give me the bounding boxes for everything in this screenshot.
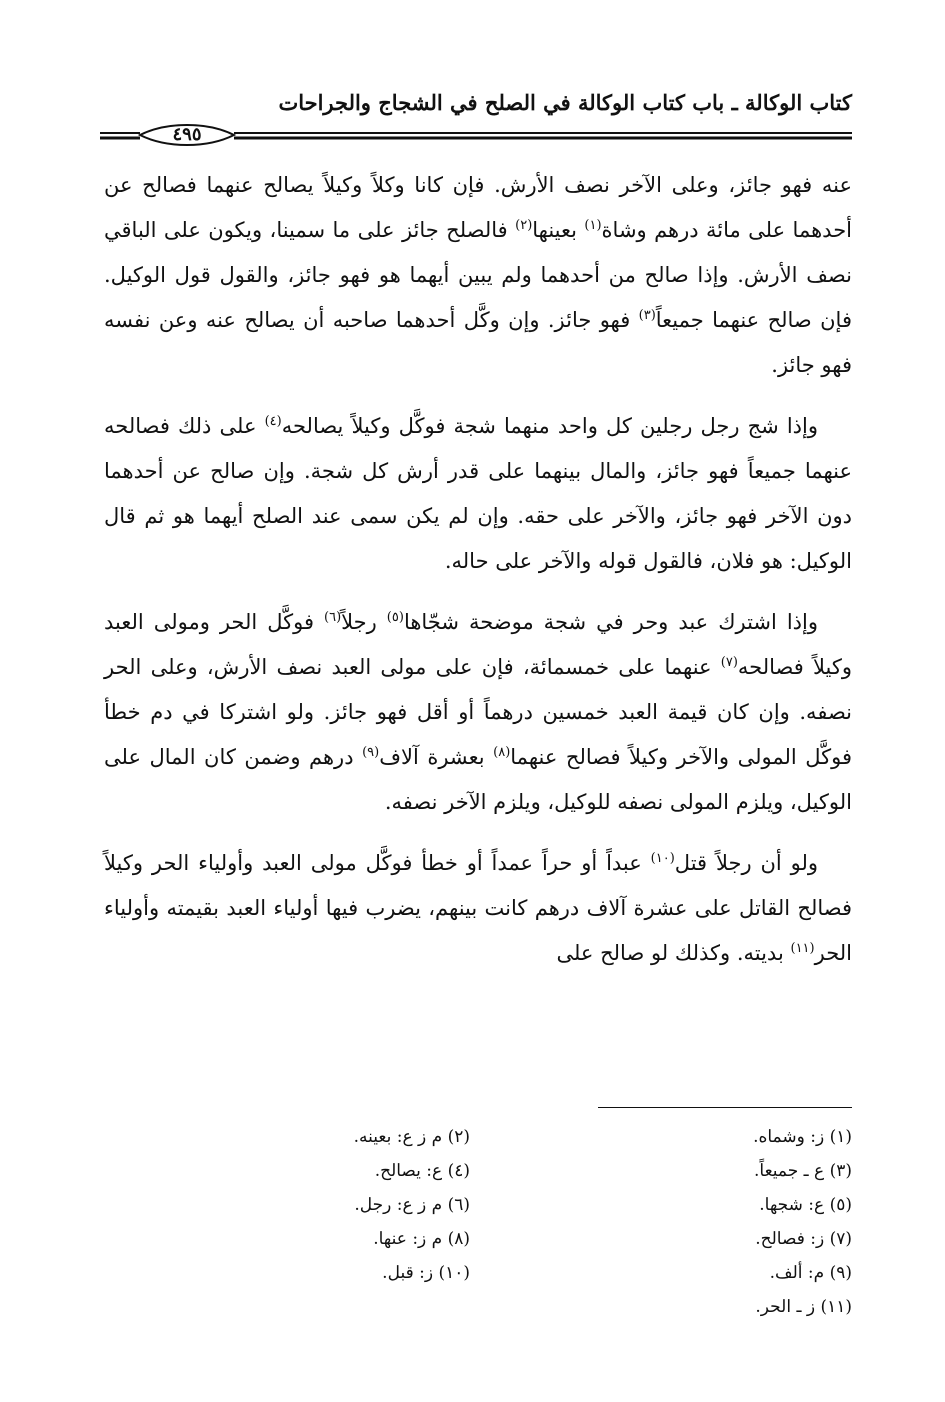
text-segment: فوكَّل الحر ومولى العبد وكيلاً فصالحه (104, 610, 852, 679)
footnote-entry: (١١) ز ـ الحر. (755, 1297, 852, 1317)
footnote-marker: (٥) (386, 610, 404, 625)
footnote-marker: (٤) (264, 414, 282, 429)
text-segment: بديته. وكذلك لو صالح على (556, 941, 791, 965)
footnote-marker: (٨) (493, 745, 511, 760)
footnote-marker: (٣) (638, 308, 656, 323)
footnote-entry: (٦) م ز ع: رجل. (354, 1195, 470, 1215)
text-segment: فهو جائز. وإن وكَّل أحدهما صاحبه أن يصالح عنه وعن نفسه فهو جائز. (104, 308, 852, 377)
footnote-entry: (٨) م ز: عنها. (373, 1229, 470, 1249)
footnote-entry: (١) ز: وشماه. (753, 1127, 852, 1147)
footnote-marker: (٦) (324, 610, 342, 625)
footnote-separator (598, 1107, 852, 1108)
page-number: ٤٩٥ (172, 124, 202, 145)
footnote-row (160, 1120, 852, 1154)
footnote-entry: (٩) م: ألف. (769, 1263, 852, 1283)
footnote-entry: (٢) م ز ع: بعينه. (353, 1127, 470, 1147)
header-title: كتاب الوكالة ـ باب كتاب الوكالة في الصلح في الشجاج والجراحات (278, 90, 852, 115)
text-segment: ولو أن رجلاً قتل (674, 851, 818, 875)
paragraph (104, 841, 852, 976)
text-segment: عبداً أو حراً عمداً أو خطأ فوكَّل مولى العبد وأولياء الحر وكيلاً فصالح القاتل على عشرة آلاف درهم كانت بينهم، يضرب فيها أولياء العبد بقيمته وأولياء الحر (104, 851, 852, 965)
text-segment: عنه فهو جائز، وعلى الآخر نصف الأرش. فإن كانا وكلاً وكيلاً يصالح عنهما فصالح عن أحدهما على مائة درهم وشاة (104, 173, 853, 242)
text-segment: فالصلح جائز على ما سمينا، ويكون على الباقي نصف الأرش. وإذا صالح من أحدهما ولم يبين أيهما هو فهو جائز، والقول قول الوكيل. فإن صالح عنهما جميعاً (104, 218, 852, 332)
text-segment: على ذلك فصالحه عنهما جميعاً فهو جائز، والمال بينهما على قدر أرش كل شجة. وإن صالح عن أحدهما دون الآخر فهو جائز، والآخر على حقه. وإن لم يكن سمى عند الصلح أيهما هو ثم قال الوكيل: هو فلان، فالقول قوله والآخر على حاله. (104, 414, 852, 573)
footnote-row (160, 1256, 852, 1290)
paragraph (104, 600, 852, 825)
footnote-entry: (٣) ع ـ جميعاً. (753, 1161, 852, 1181)
text-segment: وإذا اشترك عبد وحر في شجة موضحة شجّاها (403, 610, 819, 634)
text-segment: عنهما على خمسمائة، فإن على مولى العبد نصف الأرش، وعلى الحر نصفه. وإن كان قيمة العبد خمسين درهماً أو أقل فهو جائز. ولو اشتركا في دم خطأ فوكَّل المولى والآخر وكيلاً فصالح عنهما (104, 655, 852, 769)
text-segment: رجلاً (341, 610, 387, 634)
footnote-row (160, 1290, 852, 1324)
footnote-entry: (٥) ع: شجها. (759, 1195, 852, 1215)
text-segment: درهم وضمن كان المال على الوكيل، ويلزم المولى نصفه للوكيل، ويلزم الآخر نصفه. (104, 745, 852, 814)
footnote-entry (160, 1290, 470, 1324)
footnote-row (160, 1222, 852, 1256)
footnote-marker: (٧) (720, 655, 738, 670)
footnote-marker: (٢) (515, 218, 533, 233)
footnote-marker: (١) (584, 218, 602, 233)
running-header (100, 86, 852, 146)
paragraph (104, 404, 852, 584)
footnote-row (160, 1154, 852, 1188)
footnotes (160, 1120, 852, 1324)
paragraph (104, 163, 852, 388)
header-rule (100, 124, 852, 146)
footnote-entry: (٧) ز: فصالح. (755, 1229, 852, 1249)
text-segment: بعينها (532, 218, 585, 242)
text-segment: وإذا شج رجل رجلين كل واحد منهما شجة فوكَّل وكيلاً يصالحه (281, 414, 818, 438)
footnote-marker: (١٠) (650, 851, 675, 866)
text-segment: بعشرة آلاف (379, 745, 494, 769)
footnote-entry: (١٠) ز: قبل. (382, 1263, 470, 1283)
footnote-marker: (١١) (790, 941, 815, 956)
footnote-row (160, 1188, 852, 1222)
main-text (104, 163, 852, 992)
footnote-marker: (٩) (362, 745, 380, 760)
footnote-entry: (٤) ع: يصالح. (374, 1161, 470, 1181)
